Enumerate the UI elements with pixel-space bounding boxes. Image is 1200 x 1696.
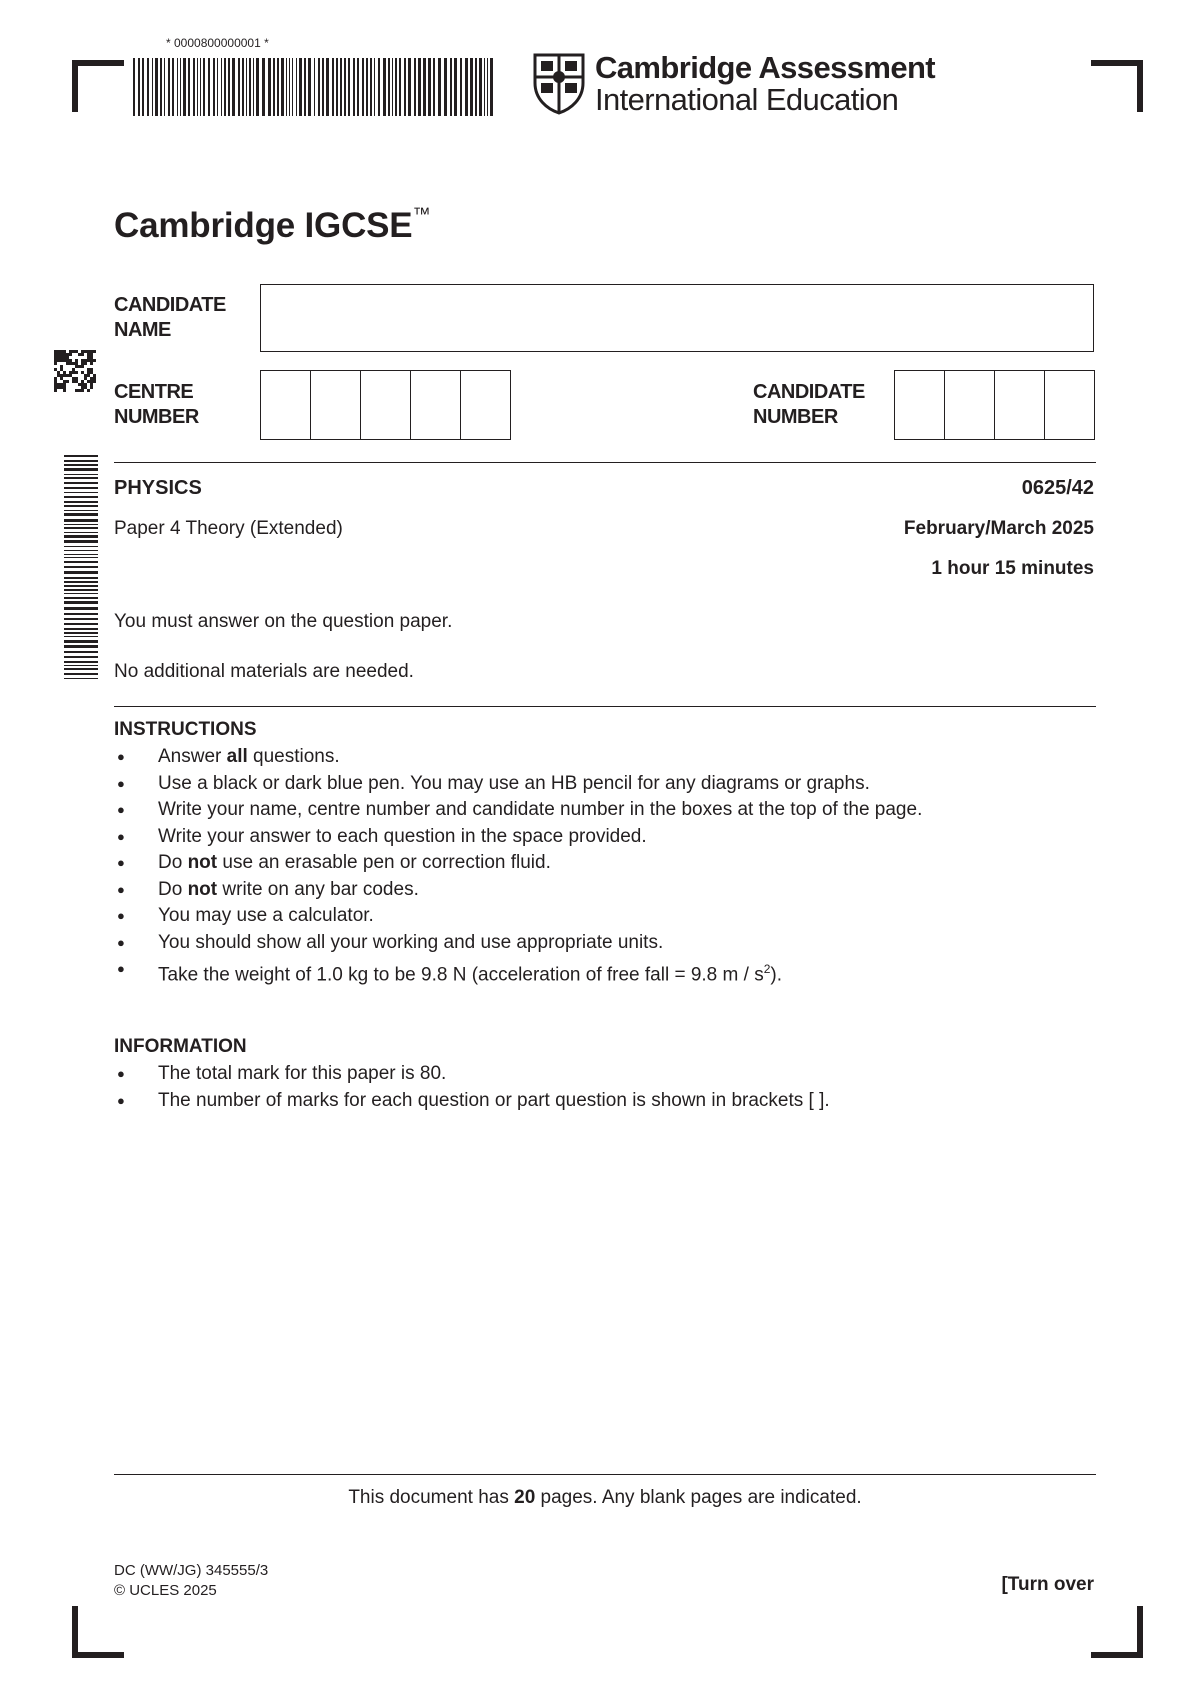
list-item: ● Write your answer to each question in the space provided. — [114, 824, 922, 851]
exam-session: February/March 2025 — [903, 518, 1094, 539]
logo-line-2: International Education — [595, 82, 899, 117]
page-count-note: This document has 20 pages. Any blank pages are indicated. — [348, 1487, 862, 1508]
document-reference: DC (WW/JG) 345555/3 © UCLES 2025 — [114, 1562, 269, 1599]
list-item: ● The total mark for this paper is 80. — [114, 1061, 830, 1088]
instructions-list — [114, 744, 922, 989]
crop-mark-bottom-left — [72, 1606, 124, 1658]
candidate-number-cell[interactable] — [895, 371, 945, 439]
instructions-heading: INSTRUCTIONS — [114, 719, 257, 740]
candidate-name-label: CANDIDATE NAME — [114, 294, 226, 341]
candidate-number-cell[interactable] — [1045, 371, 1095, 439]
information-heading: INFORMATION — [114, 1036, 247, 1057]
divider — [114, 706, 1096, 707]
list-item: ● Answer all questions. — [114, 744, 922, 771]
candidate-number-cell[interactable] — [945, 371, 995, 439]
centre-number-cell[interactable] — [261, 371, 311, 439]
list-item: ● The number of marks for each question or part question is shown in brackets [ ]. — [114, 1088, 830, 1115]
crop-mark-top-left — [72, 60, 124, 112]
centre-number-label: CENTRE NUMBER — [114, 381, 199, 428]
shield-crest-icon — [533, 53, 585, 115]
logo-line-1: Cambridge Assessment — [595, 50, 936, 85]
list-item: ● Do not write on any bar codes. — [114, 877, 922, 904]
centre-number-cell[interactable] — [361, 371, 411, 439]
list-item: ● You should show all your working and use appropriate units. — [114, 930, 922, 957]
page-title: Cambridge IGCSE™ — [114, 204, 431, 245]
crop-mark-bottom-right — [1091, 1606, 1143, 1658]
centre-number-cell[interactable] — [411, 371, 461, 439]
qr-code — [54, 350, 96, 392]
barcode-side — [56, 455, 98, 685]
list-item: ● Use a black or dark blue pen. You may use an HB pencil for any diagrams or graphs. — [114, 771, 922, 798]
note-materials: No additional materials are needed. — [114, 661, 414, 682]
barcode-number: * 0000800000001 * — [166, 36, 269, 50]
list-item: ● Do not use an erasable pen or correction fluid. — [114, 850, 922, 877]
centre-number-boxes[interactable] — [260, 370, 511, 440]
candidate-name-field[interactable] — [260, 284, 1094, 352]
centre-number-cell[interactable] — [311, 371, 361, 439]
trademark: ™ — [412, 204, 431, 225]
divider — [114, 1474, 1096, 1475]
list-item: ● You may use a calculator. — [114, 903, 922, 930]
candidate-number-label: CANDIDATE NUMBER — [753, 381, 865, 428]
crop-mark-top-right — [1091, 60, 1143, 112]
candidate-number-boxes[interactable] — [894, 370, 1095, 440]
exam-duration: 1 hour 15 minutes — [931, 558, 1094, 579]
turn-over: [Turn over — [1001, 1574, 1094, 1595]
list-item: ● Write your name, centre number and candidate number in the boxes at the top of the page. — [114, 797, 922, 824]
paper-code: 0625/42 — [1021, 477, 1094, 499]
barcode-top — [133, 58, 499, 116]
cambridge-logo — [533, 52, 935, 116]
divider — [114, 462, 1096, 463]
list-item: ● Take the weight of 1.0 kg to be 9.8 N (acceleration of free fall = 9.8 m / $s^2$). — [114, 956, 922, 989]
note-answer: You must answer on the question paper. — [114, 611, 453, 632]
paper-name: Paper 4 Theory (Extended) — [114, 518, 343, 539]
centre-number-cell[interactable] — [461, 371, 511, 439]
subject: PHYSICS — [114, 477, 202, 499]
candidate-number-cell[interactable] — [995, 371, 1045, 439]
information-list — [114, 1061, 830, 1114]
